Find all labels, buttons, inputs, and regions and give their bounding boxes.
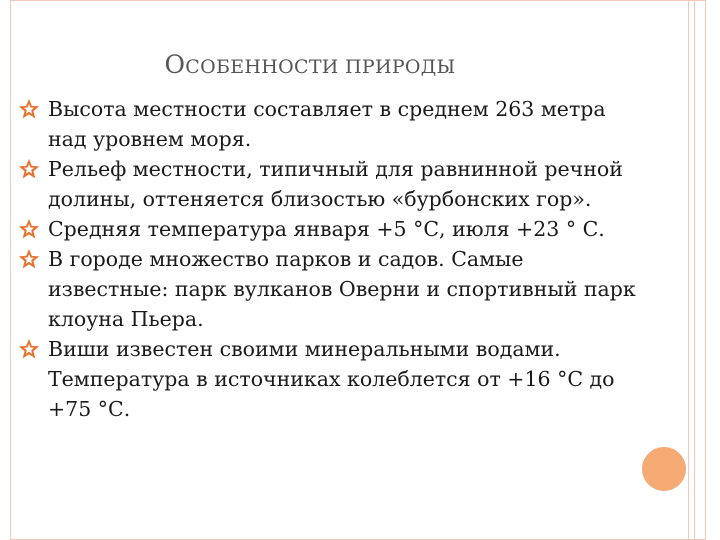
bullet-list xyxy=(18,94,643,424)
title-rest: СОБЕННОСТИ ПРИРОДЫ xyxy=(185,56,456,78)
list-item-text: Рельеф местности, типичный для равнинной речной долины, оттеняется близостью «бурбонских гор». xyxy=(48,157,623,211)
star-bullet-icon xyxy=(18,248,40,270)
title-first-letter: О xyxy=(164,50,186,79)
star-bullet-icon xyxy=(18,338,40,360)
list-item xyxy=(18,244,643,334)
list-item xyxy=(18,334,643,424)
star-bullet-icon xyxy=(18,158,40,180)
list-item-text: Средняя температура января +5 °С, июля +23 ° С. xyxy=(48,217,605,241)
star-bullet-icon xyxy=(18,98,40,120)
list-item xyxy=(18,94,643,154)
slide-title xyxy=(0,50,620,79)
star-bullet-icon xyxy=(18,218,40,240)
list-item xyxy=(18,214,643,244)
list-item-text: В городе множество парков и садов. Самые известные: парк вулканов Оверни и спортивный парк клоуна Пьера. xyxy=(48,247,636,331)
list-item-text: Виши известен своими минеральными водами. Температура в источниках колеблется от +16 °С до +75 °С. xyxy=(48,337,615,421)
list-item-text: Высота местности составляет в среднем 263 метра над уровнем моря. xyxy=(48,97,606,151)
frame-line-right-inner xyxy=(688,0,689,540)
frame-line-right-outer xyxy=(694,0,695,540)
list-item xyxy=(18,154,643,214)
orange-circle-decoration xyxy=(642,447,686,491)
